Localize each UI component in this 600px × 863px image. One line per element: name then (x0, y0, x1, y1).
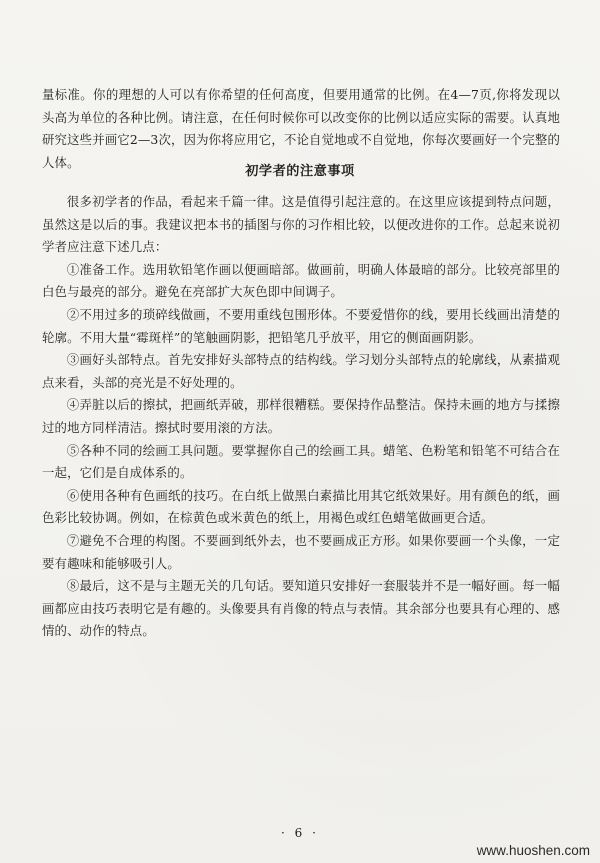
intro-paragraph: 量标准。你的理想的人可以有你希望的任何高度，但要用通常的比例。在4—7页,你将发现以头高为单位的各种比例。请注意，在任何时候你可以改变你的比例以适应实际的需要。认真地研究这些并画它2—3次，因为你将应用它，不论自觉地或不自觉地，你每次要画好一个完整的人体。 (42, 87, 560, 170)
paragraph-item-5: ⑤各种不同的绘画工具问题。要掌握你自己的绘画工具。蜡笔、色粉笔和铅笔不可结合在一起，它们是自成体系的。 (42, 442, 560, 481)
paragraph-item-7: ⑦避免不合理的构图。不要画到纸外去，也不要画成正方形。如果你要画一个头像，一定要有趣味和能够吸引人。 (42, 532, 560, 571)
section-heading: 初学者的注意事项 (245, 164, 355, 179)
paragraph-intro: 很多初学者的作品，看起来千篇一律。这是值得引起注意的。在这里应该提到特点问题，虽然这是以后的事。我建议把本书的插图与你的习作相比较，以便改进你的工作。总起来说初学者应注意下述几点： (42, 194, 560, 255)
watermark: www.huoshen.com (476, 843, 590, 858)
paragraph-item-6: ⑥使用各种有色画纸的技巧。在白纸上做黑白素描比用其它纸效果好。用有颜色的纸，画色彩比较协调。例如，在棕黄色或米黄色的纸上，用褐色或红色蜡笔做画更合适。 (42, 487, 560, 526)
page-number: · 6 · (281, 826, 319, 840)
paragraph-item-4: ④弄脏以后的擦拭，把画纸弄破，那样很糟糕。要保持作品整洁。保持未画的地方与揉擦过的地方同样清洁。擦拭时要用滚的方法。 (42, 397, 560, 435)
paragraph-item-3: ③画好头部特点。首先安排好头部特点的结构线。学习划分头部特点的轮廓线，从素描观点来看，头部的亮光是不好处理的。 (42, 352, 560, 390)
section-body (42, 191, 560, 643)
paragraph-item-8: ⑧最后，这不是与主题无关的几句话。要知道只安排好一套服装并不是一幅好画。每一幅画都应由技巧表明它是有趣的。头像要具有肖像的特点与表情。其余部分也要具有心理的、感情的、动作的特点。 (42, 578, 560, 639)
paragraph-item-2: ②不用过多的琐碎线做画，不要用重线包围形体。不要爱惜你的线，要用长线画出清楚的轮廓。不用大量“霉斑样”的笔触画阴影，把铅笔几乎放平，用它的侧面画阴影。 (42, 306, 560, 345)
paragraph-item-1: ①准备工作。选用软铅笔作画以便画暗部。做画前，明确人体最暗的部分。比较亮部里的白色与最亮的部分。避免在亮部扩大灰色即中间调子。 (42, 261, 560, 300)
